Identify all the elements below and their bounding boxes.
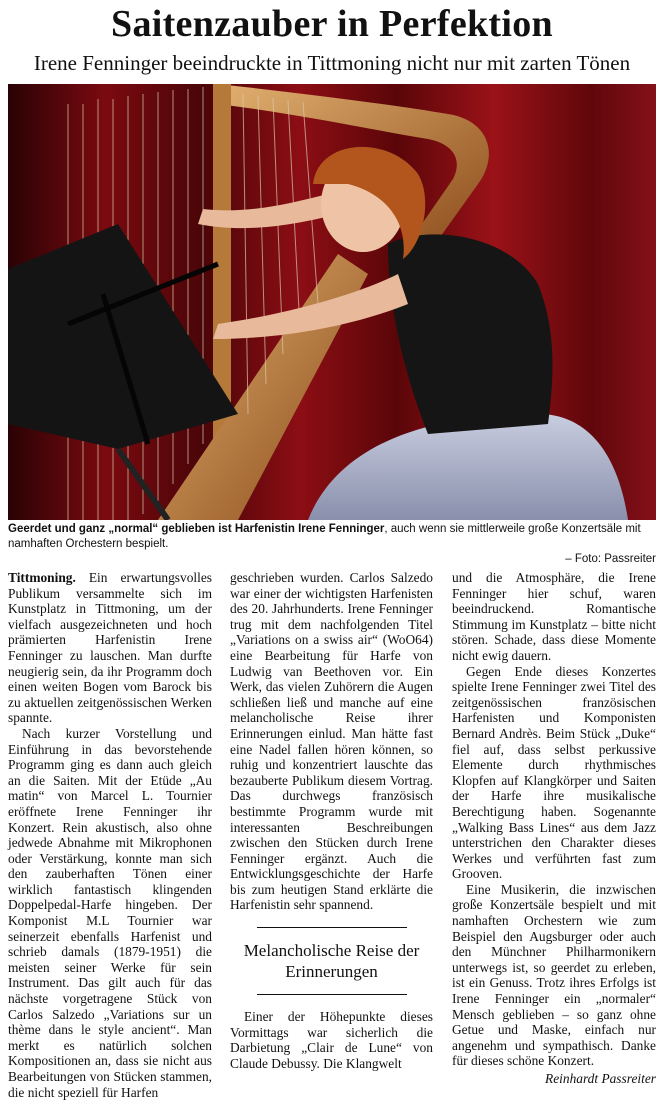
- article-column-2: [230, 570, 433, 1071]
- caption-bold: Geerdet und ganz „normal“ geblieben ist Harfenistin Irene Fenninger: [8, 523, 385, 535]
- article-column-1: [8, 570, 212, 1100]
- article-title: Saitenzauber in Perfektion: [111, 3, 553, 45]
- divider: [257, 927, 407, 928]
- subheading: Melancholische Reise der Erinnerungen: [243, 941, 420, 982]
- article-column-3: [452, 570, 656, 1087]
- paragraph: Einer der Höhepunkte dieses Vormittags war sicherlich die Darbietung „Clair de Lune“ von Claude Debussy. Die Klangwelt: [230, 1009, 433, 1071]
- paragraph: [8, 570, 212, 726]
- dateline: Tittmoning.: [8, 570, 76, 585]
- subheading-block: [230, 927, 433, 995]
- paragraph: geschrieben wurden. Carlos Salzedo war einer der wichtigsten Harfenisten des 20. Jahrhunderts. Irene Fenninger trug mit dem nachfolgenden Titel „Variations on a swiss air“ (WoO64) eine Bearbeitung für Harfe von Ludwig van Beethoven vor. Ein Werk, das vielen Zuhörern die Augen schließen ließ und manche auf eine melancholische Reise ihrer Erinnerungen einlud. Man hätte fast eine Nadel fallen hören können, so ruhig und konzentriert lauschte das bezauberte Publikum diesem Vortrag. Das durchwegs französisch bestimmte Programm wurde mit interessanten Beschreibungen zwischen den Stücken durch Irene Fenninger ergänzt. Auch die Entwicklungsgeschichte der Harfe bis zum heutigen Stand erklärte die Harfenistin sehr spannend.: [230, 570, 433, 913]
- article-subtitle: Irene Fenninger beeindruckte in Tittmoning nicht nur mit zarten Tönen: [33, 51, 631, 75]
- caption-text: , auch wenn sie mittlerweile große Konzertsäle mit namhaften Orchestern bespielt.: [8, 523, 641, 550]
- paragraph: und die Atmosphäre, die Irene Fenninger hier schuf, waren beeindruckend. Romantische Stimmung im Kunstplatz – bitte nicht stören. Schade, dass diese Momente nicht ewig dauern.: [452, 570, 656, 663]
- paragraph-text: Ein erwartungsvolles Publikum versammelte sich im Kunstplatz in Tittmoning, um der vielfach ausgezeichneten und hoch prämierten Harfenistin Irene Fenninger zu lauschen. Man durfte neugierig sein, da ihr Programm doch einen weiten Bogen vom Barock bis zu aktuellen zeitgenössischen Werken spannte.: [8, 570, 212, 726]
- paragraph: Eine Musikerin, die inzwischen große Konzertsäle bespielt und mit namhaften Orchestern wie zum Beispiel den Augsburger oder auch den Münchner Philharmonikern unterwegs ist, so geerdet zu erleben, ist ein Genuss. Trotz ihres Erfolgs ist Irene Fenninger ein „normaler“ Mensch geblieben – so ganz ohne Getue und Maske, einfach nur angenehm und sympathisch. Danke für dieses schöne Konzert.: [452, 881, 656, 1069]
- photo-caption: [8, 522, 656, 567]
- harpist-photo-illustration: [8, 84, 656, 520]
- author-byline: Reinhardt Passreiter: [545, 1071, 656, 1086]
- photo-credit: – Foto: Passreiter: [565, 553, 656, 565]
- paragraph: Gegen Ende dieses Konzertes spielte Irene Fenninger zwei Titel des zeitgenössischen französischen Harfenisten und Komponisten Bernard Andrès. Beim Stück „Duke“ fiel auf, dass selbst perkussive Elemente durch rhythmisches Klopfen auf Klangkörper und Saiten der Harfe ihre musikalische Berechtigung haben. Sogenannte „Walking Bass Lines“ aus dem Jazz unterstrichen den Charakter dieses Werkes und verführten fast zum Grooven.: [452, 663, 656, 882]
- divider: [257, 994, 407, 995]
- article-photo: [8, 84, 656, 520]
- paragraph: Nach kurzer Vorstellung und Einführung in das bevorstehende Programm ging es dann auch gleich an die Saiten. Mit der Etüde „Au matin“ von Marcel L. Tournier eröffnete Irene Fenninger ihr Konzert. Rein akustisch, also ohne jedwede Abnahme mit Mikrophonen oder Verstärkung, konnte man sich den zauberhaften Tönen einer wirklich fantastisch klingenden Doppelpedal-Harfe hingeben. Der Komponist M.L Tournier war seinerzeit ebenfalls Harfenist und schrieb damals (1879-1951) die meisten seiner Werke für sein Instrument. Das gilt auch für das nächste vorgetragene Stück von Carlos Salzedo „Variations sur un thème dans le style ancient“. Man merkt es natürlich solchen Kompositionen an, dass sie nicht aus Bearbeitungen von Stücken stammen, die nicht speziell für Harfen: [8, 725, 212, 1100]
